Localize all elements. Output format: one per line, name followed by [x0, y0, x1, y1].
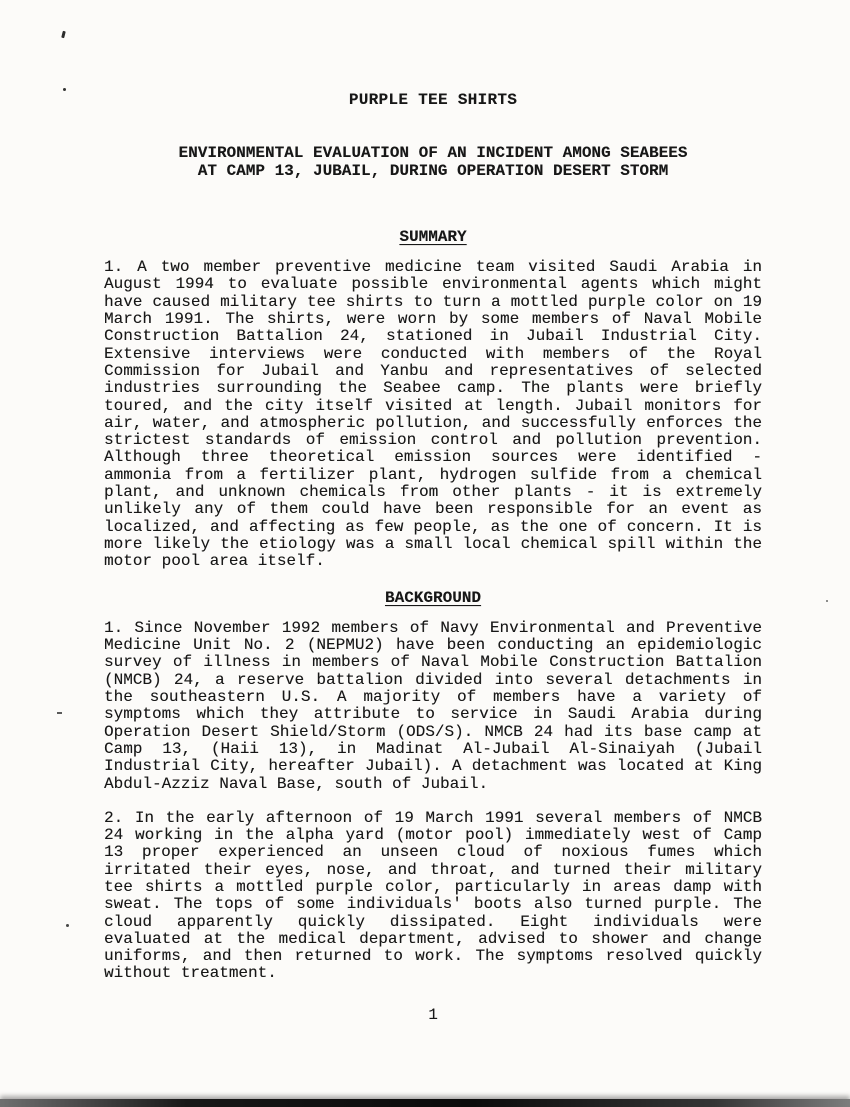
document-subtitle-line-2: AT CAMP 13, JUBAIL, DURING OPERATION DESERT STORM [197, 161, 669, 180]
document-title: PURPLE TEE SHIRTS [348, 91, 518, 109]
scan-artifact [57, 712, 62, 714]
section-heading-background: BACKGROUND [384, 588, 481, 607]
scan-artifact [66, 924, 69, 927]
scan-artifact [826, 600, 828, 602]
scan-bottom-edge [0, 1099, 850, 1107]
section-background [104, 590, 762, 983]
section-summary [104, 229, 762, 571]
document-subtitle-line-1: ENVIRONMENTAL EVALUATION OF AN INCIDENT AMONG SEABEES [178, 144, 688, 163]
page-content [104, 92, 762, 1024]
scan-artifact [61, 31, 66, 39]
background-paragraph-2: 2. In the early afternoon of 19 March 1991 several members of NMCB 24 working in the alpha yard (motor pool) immediately west of Camp 13 proper experienced an unseen cloud of noxious fumes which irritated their eyes, nose, and throat, and turned their military tee shirts a mottled purple color, particularly in areas damp with sweat. The tops of some individuals' boots also turned purple. The cloud apparently quickly dissipated. Eight individuals were evaluated at the medical department, advised to shower and change uniforms, and then returned to work. The symptoms resolved quickly without treatment. [104, 808, 762, 983]
summary-paragraph-1: 1. A two member preventive medicine team visited Saudi Arabia in August 1994 to evaluate possible environmental agents which might have caused military tee shirts to turn a mottled purple color on 19 March 1991. The shirts, were worn by some members of Naval Mobile Construction Battalion 24, stationed in Jubail Industrial City. Extensive interviews were conducted with members of the Royal Commission for Jubail and Yanbu and representatives of selected industries surrounding the Seabee camp. The plants were briefly toured, and the city itself visited at length. Jubail monitors for air, water, and atmospheric pollution, and successfully enforces the strictest standards of emission control and pollution prevention. Although three theoretical emission sources were identified - ammonia from a fertilizer plant, hydrogen sulfide from a chemical plant, and unknown chemicals from other plants - it is extremely unlikely any of them could have been responsible for an event as localized, and affecting as few people, as the one of concern. It is more likely the etiology was a small local chemical spill within the motor pool area itself. [104, 258, 762, 571]
page-number: 1 [428, 1005, 438, 1024]
background-paragraph-1: 1. Since November 1992 members of Navy Environmental and Preventive Medicine Unit No. 2 (NEPMU2) have been conducting an epidemiologic survey of illness in members of Naval Mobile Construction Battalion (NMCB) 24, a reserve battalion divided into several detachments in the southeastern U.S. A majority of members have a variety of symptoms which they attribute to service in Saudi Arabia during Operation Desert Shield/Storm (ODS/S). NMCB 24 had its base camp at Camp 13, (Haii 13), in Madinat Al-Jubail Al-Sinaiyah (Jubail Industrial City, hereafter Jubail). A detachment was located at King Abdul-Azziz Naval Base, south of Jubail. [104, 618, 762, 793]
scan-artifact [63, 88, 66, 91]
section-heading-summary: SUMMARY [399, 227, 467, 246]
